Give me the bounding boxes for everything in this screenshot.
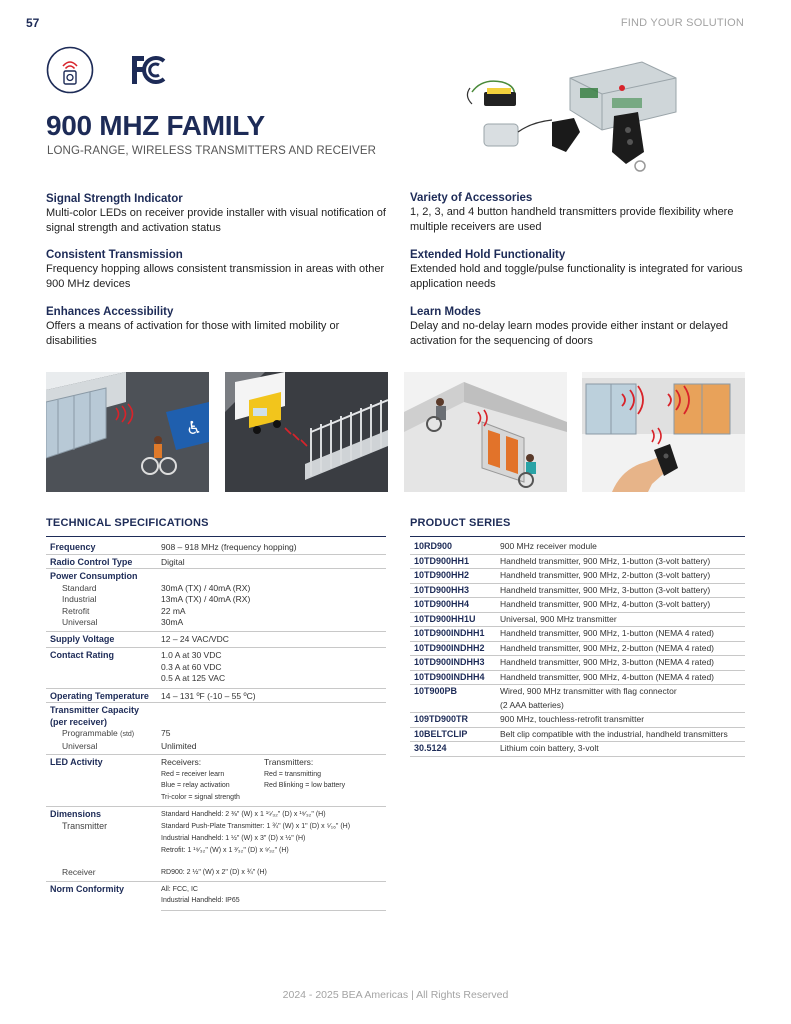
tech-specs-heading: TECHNICAL SPECIFICATIONS	[46, 517, 209, 529]
spec-row-temperature	[46, 688, 386, 703]
spec-value: 908 – 918 MHz (frequency hopping)	[161, 542, 297, 552]
feature-text: 1, 2, 3, and 4 button handheld transmitters provide flexibility where multiple receivers are used	[410, 206, 734, 233]
spec-value: Retrofit: 1 ¹⁹⁄₃₂" (W) x 1 ³⁄₃₂" (D) x ⁹⁄₃₂" (H)	[161, 847, 289, 854]
product-code: 10TD900INDHH3	[410, 656, 500, 671]
spec-sublabel: Receiver	[62, 867, 96, 877]
page-number: 57	[26, 16, 40, 30]
spec-row-capacity	[46, 703, 386, 729]
spec-subrow	[46, 594, 386, 606]
spec-subrow	[46, 617, 386, 631]
spec-value-group	[161, 755, 386, 807]
product-desc-line2: (2 AAA batteries)	[500, 699, 564, 710]
feature-text: Extended hold and toggle/pulse functionality is integrated for various application needs	[410, 263, 743, 290]
feature-consistent-transmission	[46, 249, 386, 291]
feature-learn-modes	[410, 306, 750, 348]
product-code: 10RD900	[410, 540, 500, 554]
spec-row-radio	[46, 554, 386, 569]
feature-text: Offers a means of activation for those with limited mobility or disabilities	[46, 320, 340, 347]
led-line: Red = transmitting	[264, 770, 321, 778]
product-code: 10TD900HH3	[410, 583, 500, 598]
spec-row-contact	[46, 648, 386, 689]
remote-signal-icon	[46, 46, 94, 94]
feature-title: Signal Strength Indicator	[46, 193, 183, 205]
spec-row-norm	[46, 881, 386, 910]
spec-sublabel-note: (std)	[120, 731, 135, 738]
led-line: Tri-color = signal strength	[161, 793, 240, 801]
product-row	[410, 670, 745, 685]
led-line: Red = receiver learn	[161, 770, 225, 778]
spec-value-group	[161, 648, 386, 689]
spec-value: Standard Push-Plate Transmitter: 1 ¾" (W) x 1" (D) x ⁵⁄₁₆" (H)	[161, 823, 351, 830]
product-code: 10TD900HH4	[410, 598, 500, 613]
product-row	[410, 598, 745, 613]
product-code: 10TD900HH2	[410, 569, 500, 584]
led-transmitters-head: Transmitters:	[264, 757, 314, 767]
feature-title: Learn Modes	[410, 306, 481, 318]
product-desc: Handheld transmitter, 900 MHz, 1-button (NEMA 4 rated)	[500, 627, 745, 642]
spec-value: 22 mA	[161, 605, 186, 616]
product-code: 10T900PB	[410, 685, 500, 713]
product-row	[410, 627, 745, 642]
product-desc: Handheld transmitter, 900 MHz, 4-button (NEMA 4 rated)	[500, 670, 745, 685]
feature-text: Multi-color LEDs on receiver provide installer with visual notification of signal strength and activation status	[46, 207, 386, 234]
spec-value-group	[161, 807, 386, 858]
spec-value: 14 – 131 ºF (-10 – 55 ºC)	[161, 688, 386, 703]
spec-sublabel-text: Programmable	[62, 728, 118, 738]
page-subtitle: LONG-RANGE, WIRELESS TRANSMITTERS AND RECEIVER	[47, 145, 376, 157]
feature-title: Consistent Transmission	[46, 249, 183, 261]
spec-value: RD900: 2 ½" (W) x 2" (D) x ¾" (H)	[161, 869, 267, 876]
spec-value: 30mA	[161, 617, 184, 627]
product-desc: Lithium coin battery, 3-volt	[500, 742, 745, 757]
product-row	[410, 713, 745, 728]
led-line: Blue = relay activation	[161, 782, 230, 789]
product-series-rule	[410, 536, 745, 537]
product-row	[410, 656, 745, 671]
header-tagline: FIND YOUR SOLUTION	[620, 17, 744, 29]
page-title: 900 MHZ FAMILY	[46, 110, 265, 141]
product-code: 10TD900HH1U	[410, 612, 500, 627]
spec-label: Frequency	[50, 542, 96, 552]
product-desc: Belt clip compatible with the industrial, handheld transmitters	[500, 727, 745, 742]
product-desc: Handheld transmitter, 900 MHz, 3-button (NEMA 4 rated)	[500, 656, 745, 671]
spec-label: Contact Rating	[46, 648, 161, 689]
spec-label: Radio Control Type	[46, 554, 161, 569]
led-transmitters	[264, 757, 345, 803]
product-code: 10TD900INDHH4	[410, 670, 500, 685]
product-row	[410, 742, 745, 757]
page-footer: 2024 - 2025 BEA Americas | All Rights Reserved	[282, 989, 509, 1001]
spec-label-group	[46, 703, 161, 729]
spec-value: All: FCC, IC	[161, 885, 198, 893]
spec-row-supply	[46, 631, 386, 648]
product-desc: Wired, 900 MHz transmitter with flag connector	[500, 686, 677, 696]
product-desc-group	[500, 685, 745, 713]
product-series-heading: PRODUCT SERIES	[410, 517, 511, 529]
feature-title: Variety of Accessories	[410, 192, 533, 204]
spec-subrow	[46, 857, 386, 881]
svg-text:♿: ♿	[186, 418, 203, 439]
product-row	[410, 583, 745, 598]
led-receivers	[161, 757, 264, 803]
product-code: 109TD900TR	[410, 713, 500, 728]
spec-value: Industrial Handheld: IP65	[161, 896, 240, 904]
spec-label-group	[46, 807, 161, 858]
feature-accessories	[410, 192, 750, 234]
spec-value: Standard Handheld: 2 ⅜" (W) x 1 ¹⁵⁄₃₂" (D) x ¹⁹⁄₃₂" (H)	[161, 811, 326, 818]
feature-text: Delay and no-delay learn modes provide either instant or delayed activation for the sequencing of doors	[410, 320, 728, 347]
product-code: 30.5124	[410, 742, 500, 757]
spec-value: 12 – 24 VAC/VDC	[161, 631, 386, 648]
feature-text: Frequency hopping allows consistent transmission in areas with other 900 MHz devices	[46, 263, 385, 290]
product-code: 10BELTCLIP	[410, 727, 500, 742]
illustration-hand-remote	[582, 372, 745, 492]
product-desc: Handheld transmitter, 900 MHz, 2-button (3-volt battery)	[500, 569, 745, 584]
spec-value: Industrial Handheld: 1 ½" (W) x 3" (D) x ½" (H)	[161, 835, 306, 842]
spec-label: Norm Conformity	[46, 881, 161, 910]
product-row	[410, 685, 745, 713]
spec-row-frequency	[46, 542, 386, 554]
feature-accessibility	[46, 306, 386, 348]
product-desc: 900 MHz receiver module	[500, 540, 745, 554]
product-desc: Handheld transmitter, 900 MHz, 2-button (NEMA 4 rated)	[500, 641, 745, 656]
spec-value: 0.5 A at 125 VAC	[161, 673, 226, 683]
product-code: 10TD900INDHH2	[410, 641, 500, 656]
spec-sublabel: Industrial	[62, 594, 97, 604]
product-series-table	[410, 540, 745, 757]
product-row	[410, 641, 745, 656]
spec-row-dimensions	[46, 807, 386, 858]
product-desc: Handheld transmitter, 900 MHz, 4-button (3-volt battery)	[500, 598, 745, 613]
tech-specs-table	[46, 542, 386, 911]
feature-title: Extended Hold Functionality	[410, 249, 566, 261]
product-desc: 900 MHz, touchless-retrofit transmitter	[500, 713, 745, 728]
spec-subrow	[46, 583, 386, 595]
spec-label: LED Activity	[46, 755, 161, 807]
spec-sublabel	[46, 728, 161, 741]
spec-value: 0.3 A at 60 VDC	[161, 661, 222, 672]
spec-value: Digital	[161, 554, 386, 569]
spec-sublabel: Retrofit	[62, 605, 90, 616]
spec-label: Operating Temperature	[46, 688, 161, 703]
spec-value: 30mA (TX) / 40mA (RX)	[161, 582, 251, 593]
spec-value: 1.0 A at 30 VDC	[161, 650, 222, 660]
feature-signal-strength	[46, 193, 386, 235]
spec-value: 13mA (TX) / 40mA (RX)	[161, 594, 251, 604]
led-line: Red Blinking = low battery	[264, 782, 346, 789]
feature-title: Enhances Accessibility	[46, 306, 174, 318]
spec-sublabel: Universal	[62, 740, 98, 751]
spec-sublabel: Universal	[62, 617, 98, 627]
spec-row-power	[46, 569, 386, 583]
tech-specs-rule	[46, 536, 386, 537]
spec-sublabel: Standard	[62, 582, 97, 593]
product-code: 10TD900HH1	[410, 554, 500, 569]
illustration-gate-truck	[225, 372, 388, 492]
fcc-logo-icon	[129, 53, 169, 87]
product-row	[410, 540, 745, 554]
spec-subrow	[46, 606, 386, 618]
spec-sublabel: Transmitter	[62, 820, 108, 831]
illustration-wheelchair-entrance	[46, 372, 209, 492]
product-photo	[462, 48, 682, 173]
spec-label: Dimensions	[50, 809, 102, 819]
illustration-hospital-doors	[404, 372, 567, 492]
product-code: 10TD900INDHH1	[410, 627, 500, 642]
spec-value-group	[161, 881, 386, 910]
led-receivers-head: Receivers:	[161, 757, 202, 767]
product-desc: Handheld transmitter, 900 MHz, 1-button (3-volt battery)	[500, 554, 745, 569]
spec-label: Power Consumption	[46, 569, 161, 583]
spec-row-led	[46, 755, 386, 807]
product-desc: Handheld transmitter, 900 MHz, 3-button (3-volt battery)	[500, 583, 745, 598]
product-row	[410, 554, 745, 569]
spec-value: 75	[161, 728, 171, 738]
feature-extended-hold	[410, 249, 750, 291]
spec-label: (per receiver)	[50, 716, 108, 727]
spec-subrow	[46, 741, 386, 755]
product-row	[410, 727, 745, 742]
spec-label: Supply Voltage	[46, 631, 161, 648]
product-row	[410, 612, 745, 627]
spec-label: Transmitter Capacity	[50, 705, 140, 715]
product-row	[410, 569, 745, 584]
spec-subrow	[46, 728, 386, 741]
spec-value: Unlimited	[161, 740, 197, 751]
product-desc: Universal, 900 MHz transmitter	[500, 612, 745, 627]
